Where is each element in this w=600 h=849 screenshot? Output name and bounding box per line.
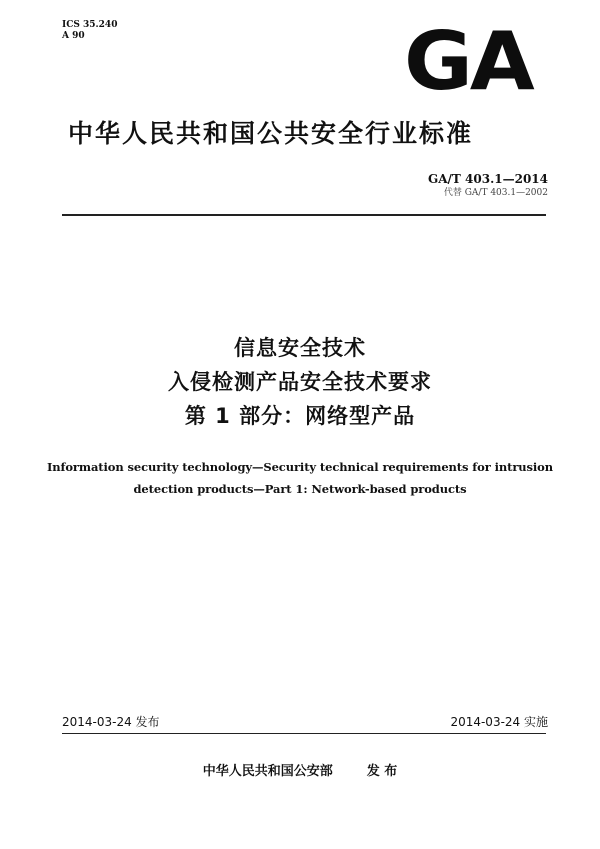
issue-date: 2014-03-24 发布 — [62, 715, 160, 729]
standard-number: GA/T 403.1—2014 — [427, 172, 548, 186]
replaces-standard: 代替 GA/T 403.1—2002 — [443, 188, 548, 198]
issuing-authority — [0, 764, 600, 780]
title-line-2: 入侵检测产品安全技术要求 — [168, 370, 432, 394]
title-line-1: 信息安全技术 — [234, 336, 366, 360]
issuer-action: 发 布 — [366, 764, 398, 779]
classification-codes — [62, 20, 117, 42]
chinese-title — [0, 331, 600, 433]
standard-code-block — [428, 172, 548, 199]
ccs-code: A 90 — [62, 31, 85, 41]
header-divider — [62, 214, 546, 216]
ics-code: ICS 35.240 — [62, 20, 118, 30]
issuer-name: 中华人民共和国公安部 — [202, 764, 333, 779]
footer-divider — [62, 733, 546, 734]
ga-logo: GA — [404, 15, 532, 108]
standard-category-title: 中华人民共和国公共安全行业标准 — [68, 119, 474, 148]
english-title — [40, 456, 560, 500]
english-title-line-1: Information security technology—Security technical requirements for intrusion — [46, 460, 554, 474]
implementation-date: 2014-03-24 实施 — [450, 715, 548, 729]
english-title-line-2: detection products—Part 1: Network-based products — [133, 482, 467, 496]
title-line-3: 第 1 部分：网络型产品 — [184, 404, 416, 428]
